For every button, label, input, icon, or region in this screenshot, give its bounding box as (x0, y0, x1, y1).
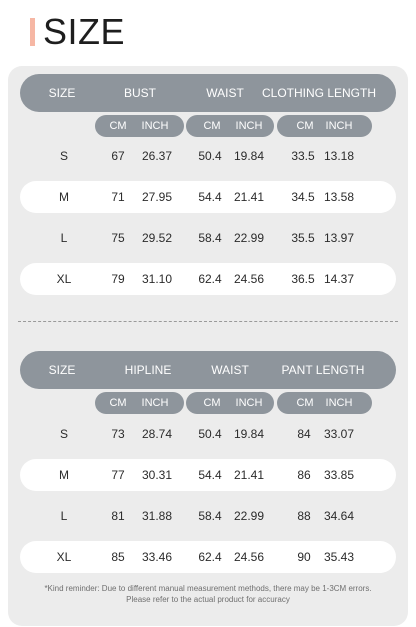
title-text: SIZE (43, 11, 126, 52)
cell: 24.56 (233, 272, 265, 286)
header-waist: WAIST (211, 363, 249, 377)
table-row (20, 222, 396, 254)
cell: 90 (297, 550, 311, 564)
cell: 19.84 (233, 427, 265, 441)
cell: 73 (111, 427, 125, 441)
unit-pill-hipline (95, 392, 184, 414)
cell: 31.88 (141, 509, 173, 523)
unit-pill-length (277, 115, 372, 137)
size-label: XL (56, 550, 72, 564)
unit-cm: CM (203, 397, 221, 409)
note-line-1: *Kind reminder: Due to different manual measurement methods, there may be 1-3CM errors. (44, 584, 372, 593)
unit-cm: CM (296, 397, 314, 409)
note-line-2: Please refer to the actual product for accuracy (126, 595, 290, 604)
cell: 79 (111, 272, 125, 286)
cell: 54.4 (198, 190, 222, 204)
cell: 19.84 (233, 149, 265, 163)
cell: 34.64 (323, 509, 355, 523)
size-label: L (60, 509, 68, 523)
cell: 36.5 (291, 272, 315, 286)
size-label: L (60, 231, 68, 245)
cell: 13.18 (323, 149, 355, 163)
header-pant-length: PANT LENGTH (281, 363, 365, 377)
table-row (20, 418, 396, 450)
unit-cm: CM (109, 397, 127, 409)
unit-cm: CM (203, 120, 221, 132)
cell: 33.5 (291, 149, 315, 163)
header-waist: WAIST (206, 86, 244, 100)
cell: 33.85 (323, 468, 355, 482)
cell: 22.99 (233, 509, 265, 523)
header-hipline: HIPLINE (124, 363, 172, 377)
unit-pill-bust (95, 115, 184, 137)
unit-pill-waist (186, 392, 274, 414)
table-header (20, 351, 396, 389)
cell: 86 (297, 468, 311, 482)
cell: 50.4 (198, 149, 222, 163)
cell: 26.37 (141, 149, 173, 163)
cell: 35.5 (291, 231, 315, 245)
cell: 58.4 (198, 509, 222, 523)
cell: 85 (111, 550, 125, 564)
table-row (20, 263, 396, 295)
size-label: S (59, 427, 69, 441)
table-row (20, 500, 396, 532)
cell: 30.31 (141, 468, 173, 482)
dashed-divider (18, 321, 398, 322)
unit-cm: CM (109, 120, 127, 132)
unit-inch: INCH (325, 397, 353, 409)
cell: 81 (111, 509, 125, 523)
header-size: SIZE (48, 86, 76, 100)
size-label: M (59, 190, 69, 204)
cell: 33.46 (141, 550, 173, 564)
cell: 58.4 (198, 231, 222, 245)
cell: 21.41 (233, 468, 265, 482)
cell: 62.4 (198, 550, 222, 564)
cell: 35.43 (323, 550, 355, 564)
size-label: M (59, 468, 69, 482)
unit-inch: INCH (325, 120, 353, 132)
table-header (20, 74, 396, 112)
cell: 28.74 (141, 427, 173, 441)
header-size: SIZE (48, 363, 76, 377)
cell: 71 (111, 190, 125, 204)
title-accent-bar (30, 18, 35, 46)
cell: 77 (111, 468, 125, 482)
cell: 31.10 (141, 272, 173, 286)
table-row (20, 541, 396, 573)
cell: 33.07 (323, 427, 355, 441)
unit-inch: INCH (235, 397, 263, 409)
unit-pill-waist (186, 115, 274, 137)
page-title (30, 12, 125, 52)
cell: 54.4 (198, 468, 222, 482)
cell: 29.52 (141, 231, 173, 245)
table-row (20, 459, 396, 491)
table-row (20, 181, 396, 213)
table-row (20, 140, 396, 172)
cell: 27.95 (141, 190, 173, 204)
header-clothing-length: CLOTHING LENGTH (261, 86, 377, 100)
cell: 62.4 (198, 272, 222, 286)
cell: 75 (111, 231, 125, 245)
unit-inch: INCH (141, 397, 169, 409)
cell: 13.97 (323, 231, 355, 245)
cell: 88 (297, 509, 311, 523)
cell: 22.99 (233, 231, 265, 245)
unit-pill-length (277, 392, 372, 414)
cell: 14.37 (323, 272, 355, 286)
cell: 34.5 (291, 190, 315, 204)
size-label: XL (56, 272, 72, 286)
cell: 84 (297, 427, 311, 441)
header-bust: BUST (123, 86, 157, 100)
cell: 24.56 (233, 550, 265, 564)
unit-inch: INCH (141, 120, 169, 132)
cell: 21.41 (233, 190, 265, 204)
unit-inch: INCH (235, 120, 263, 132)
cell: 13.58 (323, 190, 355, 204)
measurement-note (0, 583, 416, 605)
cell: 67 (111, 149, 125, 163)
unit-cm: CM (296, 120, 314, 132)
size-label: S (59, 149, 69, 163)
cell: 50.4 (198, 427, 222, 441)
